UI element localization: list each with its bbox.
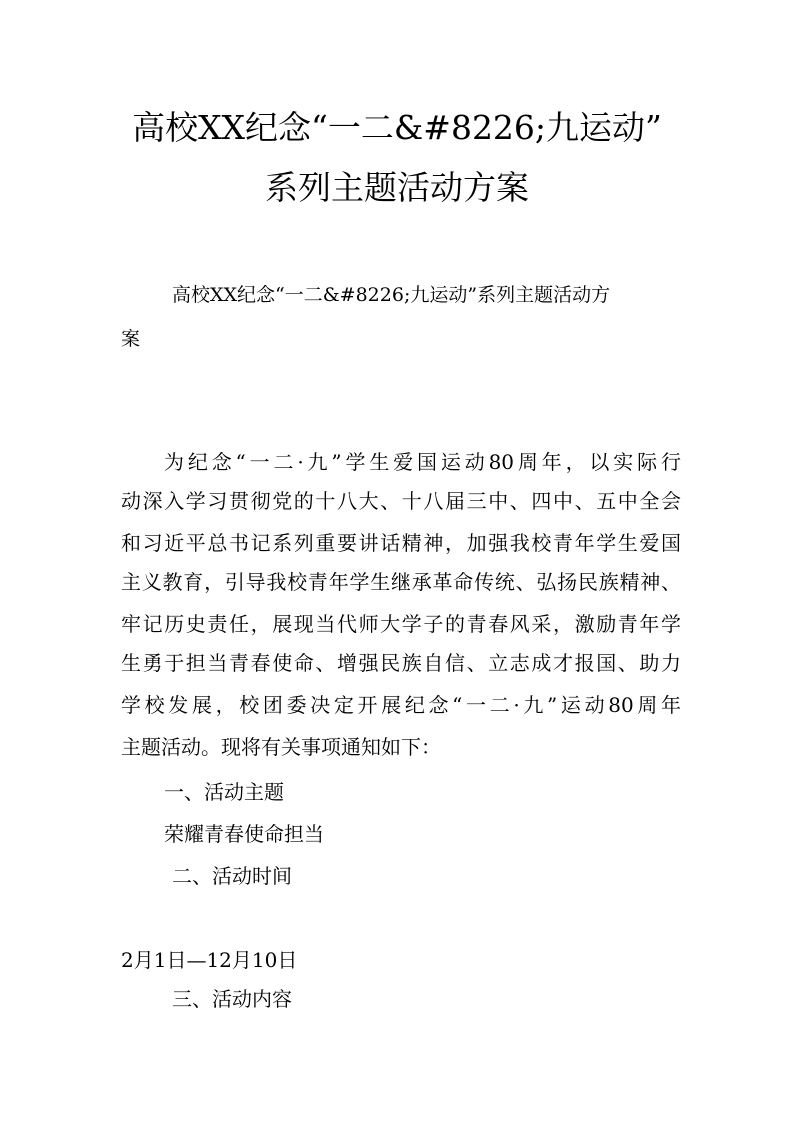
body-paragraph-line: 和习近平总书记系列重要讲话精神，加强我校青年学生爱国 — [121, 531, 681, 555]
body-paragraph-line: 主义教育，引导我校青年学生继承革命传统、弘扬民族精神、 — [121, 570, 681, 594]
body-paragraph-line: 主题活动。现将有关事项通知如下： — [121, 735, 441, 759]
document-title-line1: 高校XX纪念“一二&#8226;九运动” — [132, 108, 662, 147]
document-title-line2: 系列主题活动方案 — [265, 168, 529, 207]
section-value-time: 2月1日—12月10日 — [121, 948, 298, 972]
subtitle-line2: 案 — [121, 328, 141, 350]
body-paragraph-line: 牢记历史责任，展现当代师大学子的青春风采，激励青年学 — [121, 612, 681, 636]
body-paragraph-line: 为纪念“一二·九”学生爱国运动80周年，以实际行 — [164, 450, 681, 474]
section-value-theme: 荣耀青春使命担当 — [164, 822, 324, 846]
body-paragraph-line: 生勇于担当青春使命、增强民族自信、立志成才报国、助力 — [121, 651, 681, 675]
body-paragraph-line: 学校发展，校团委决定开展纪念“一二·九”运动80周年 — [121, 693, 681, 717]
subtitle-line1: 高校XX纪念“一二&#8226;九运动”系列主题活动方 — [172, 284, 611, 306]
section-heading-theme: 一、活动主题 — [164, 780, 284, 804]
section-heading-content: 三、活动内容 — [172, 987, 292, 1011]
section-heading-time: 二、活动时间 — [172, 864, 292, 888]
body-paragraph-line: 动深入学习贯彻党的十八大、十八届三中、四中、五中全会 — [121, 489, 681, 513]
